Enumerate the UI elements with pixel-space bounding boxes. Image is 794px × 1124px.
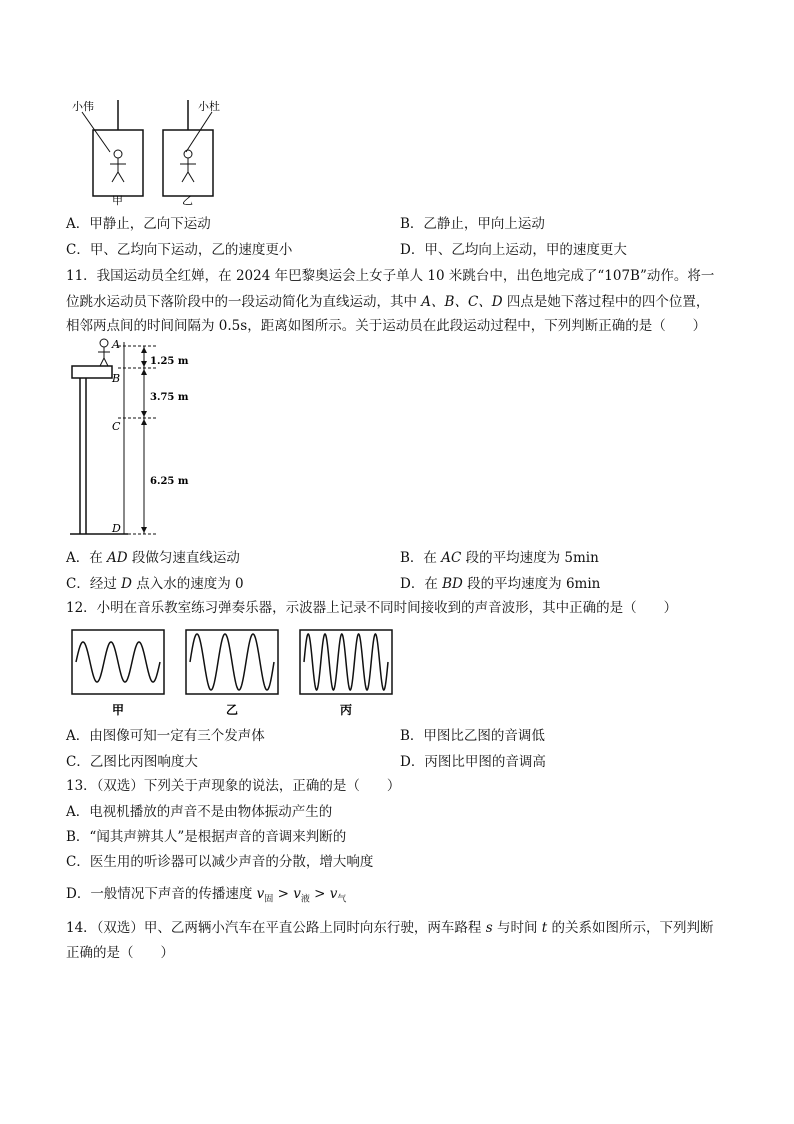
distance-cd-label: 6.25 m: [150, 476, 189, 487]
caption-yi: 乙: [182, 194, 193, 206]
diving-figure: [66, 338, 196, 538]
q13-option-a: A．电视机播放的声音不是由物体振动产生的: [66, 804, 333, 820]
label-xiaodu: 小杜: [198, 100, 220, 113]
label-xiaowei: 小伟: [72, 100, 94, 113]
distance-ab-label: 1.25 m: [150, 356, 189, 367]
q11-stem-line2: 位跳水运动员下落阶段中的一段运动简化为直线运动，其中 A、B、C、D 四点是她下落过程中的四个位置，: [66, 294, 710, 310]
q12-option-b: B．甲图比乙图的音调低: [400, 728, 545, 744]
point-d-label: D: [112, 522, 121, 535]
q11-stem-line1: 11．我国运动员全红婵，在 2024 年巴黎奥运会上女子单人 10 米跳台中，出色地完成了“107B”动作。将一: [66, 268, 715, 284]
distance-bc-label: 3.75 m: [150, 392, 189, 403]
q13-option-c: C．医生用的听诊器可以减少声音的分散，增大响度: [66, 854, 374, 870]
q10-option-c: C．甲、乙均向下运动，乙的速度更小: [66, 242, 293, 258]
caption-jia: 甲: [112, 194, 123, 206]
q11-stem-line3: 相邻两点间的时间间隔为 0.5s，距离如图所示。关于运动员在此段运动过程中，下列判断正确的是（ ）: [66, 318, 707, 334]
q13-option-d: D．一般情况下声音的传播速度 $v_固 > v_液 > v_气$: [66, 886, 347, 905]
q11-option-d: D．在 BD 段的平均速度为 6min: [400, 576, 601, 592]
q10-option-b: B．乙静止，甲向上运动: [400, 216, 545, 232]
q13-option-b: B．“闻其声辨其人”是根据声音的音调来判断的: [66, 829, 347, 845]
waveform-bing: [304, 634, 388, 690]
q12-stem: 12．小明在音乐教室练习弹奏乐器，示波器上记录不同时间接收到的声音波形，其中正确的是（ ）: [66, 600, 678, 616]
q14-stem-line1: 14．（双选）甲、乙两辆小汽车在平直公路上同时向东行驶，两车路程 s 与时间 t 的关系如图所示，下列判断: [66, 920, 714, 936]
q13-stem: 13．（双选）下列关于声现象的说法，正确的是（ ）: [66, 778, 401, 794]
q10-option-a: A．甲静止，乙向下运动: [66, 216, 211, 232]
waveform-yi: [190, 634, 274, 690]
q14-stem-line2: 正确的是（ ）: [66, 945, 174, 961]
waveform-figure: [66, 622, 396, 718]
elevator-figure: [60, 96, 240, 206]
point-c-label: C: [112, 420, 121, 433]
q11-option-c: C．经过 D 点入水的速度为 0: [66, 576, 244, 592]
caption-bing: 丙: [340, 703, 353, 717]
point-b-label: B: [112, 372, 121, 385]
q12-option-a: A．由图像可知一定有三个发声体: [66, 728, 265, 744]
q10-option-d: D．甲、乙均向上运动，甲的速度更大: [400, 242, 627, 258]
waveform-jia: [76, 642, 160, 682]
point-a-label: A: [112, 338, 120, 351]
q12-option-d: D．丙图比甲图的音调高: [400, 754, 546, 770]
q11-option-b: B．在 AC 段的平均速度为 5min: [400, 550, 599, 566]
caption-yi: 乙: [226, 703, 239, 717]
q11-option-a: A．在 AD 段做匀速直线运动: [66, 550, 240, 566]
caption-jia: 甲: [112, 703, 125, 717]
q12-option-c: C．乙图比丙图响度大: [66, 754, 198, 770]
